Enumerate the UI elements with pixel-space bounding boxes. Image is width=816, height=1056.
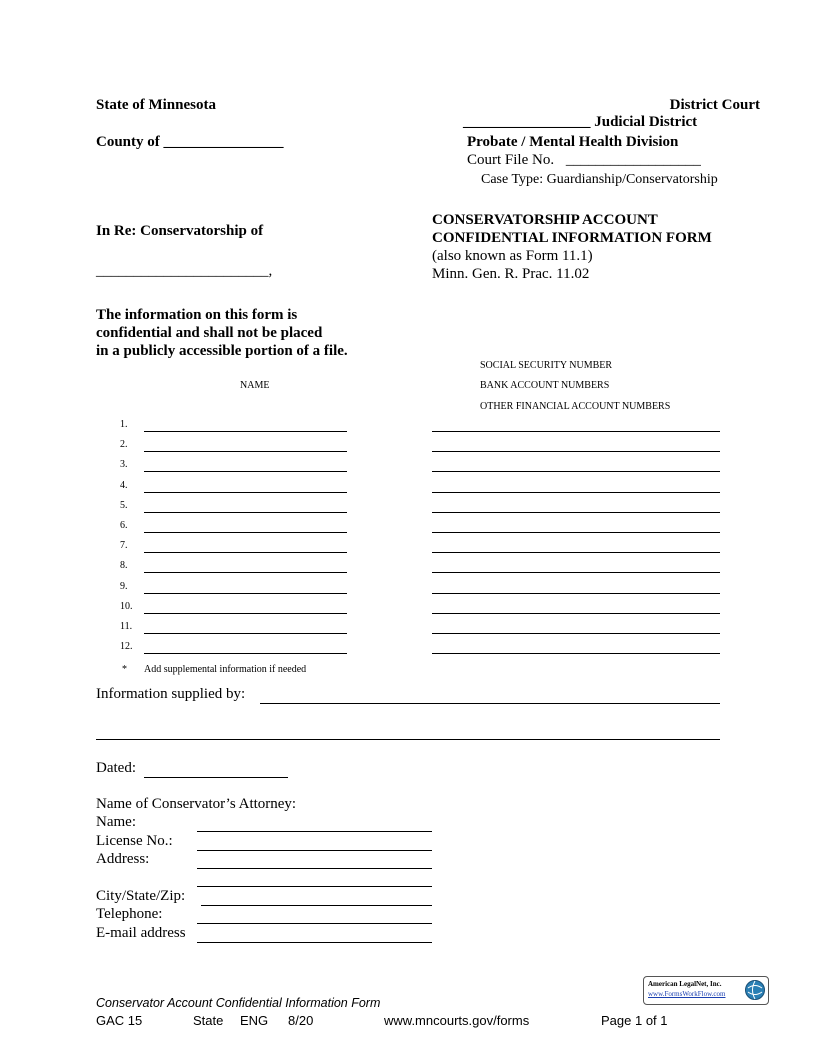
row-number: 11.: [120, 621, 133, 632]
row-number: 2.: [120, 439, 128, 451]
notice-line-2: confidential and shall not be placed: [96, 325, 323, 341]
row-number: 1.: [120, 419, 128, 430]
name-line[interactable]: [144, 492, 347, 493]
license-label: License No.:: [96, 833, 173, 849]
account-number-line[interactable]: [432, 653, 720, 654]
account-number-line[interactable]: [432, 431, 720, 432]
judicial-district-blank[interactable]: _________________: [463, 114, 591, 130]
legalnet-badge[interactable]: [643, 976, 769, 1005]
name-line[interactable]: [144, 633, 347, 634]
name-line[interactable]: [144, 431, 347, 432]
telephone-line[interactable]: [197, 923, 432, 924]
judicial-district: [463, 114, 697, 131]
account-number-line[interactable]: [432, 613, 720, 614]
bank-account-header: BANK ACCOUNT NUMBERS: [480, 380, 610, 391]
row-number: 9.: [120, 580, 128, 592]
account-number-line[interactable]: [432, 593, 720, 594]
dated-label: Dated:: [96, 760, 136, 776]
notice-line-3: in a publicly accessible portion of a file.: [96, 343, 348, 359]
row-number: 7.: [120, 540, 128, 552]
footer-lang: ENG: [240, 1013, 269, 1028]
footer-state: State: [193, 1013, 224, 1028]
row-number: 8.: [120, 560, 128, 572]
address-label: Address:: [96, 851, 150, 867]
state-label: State of Minnesota: [96, 97, 216, 113]
row-number: 3.: [120, 459, 128, 471]
telephone-label: Telephone:: [96, 906, 163, 922]
court-file-field: [467, 152, 701, 169]
other-account-header: OTHER FINANCIAL ACCOUNT NUMBERS: [480, 401, 671, 412]
form-title-2: CONFIDENTIAL INFORMATION FORM: [432, 230, 712, 246]
name-line[interactable]: [144, 471, 347, 472]
account-number-line[interactable]: [432, 471, 720, 472]
name-column-header: NAME: [240, 380, 270, 391]
badge-url[interactable]: www.FormsWorkFlow.com: [648, 990, 726, 998]
email-label: E-mail address: [96, 925, 186, 941]
county-field[interactable]: County of ________________: [96, 134, 284, 150]
footer-code: GAC 15: [96, 1013, 143, 1028]
footer-page: Page 1 of 1: [601, 1013, 668, 1028]
form-title-1: CONSERVATORSHIP ACCOUNT: [432, 212, 658, 228]
supplemental-marker: *: [122, 664, 127, 675]
license-line[interactable]: [197, 850, 432, 851]
dated-line[interactable]: [144, 777, 288, 778]
account-number-line[interactable]: [432, 552, 720, 553]
name-line[interactable]: [144, 593, 347, 594]
name-line[interactable]: [144, 512, 347, 513]
attorney-heading: Name of Conservator’s Attorney:: [96, 796, 297, 812]
account-number-line[interactable]: [432, 492, 720, 493]
account-number-line[interactable]: [432, 451, 720, 452]
ssn-header: SOCIAL SECURITY NUMBER: [480, 360, 613, 371]
row-number: 12.: [120, 641, 133, 653]
row-number: 6.: [120, 520, 128, 531]
footer-url[interactable]: www.mncourts.gov/forms: [384, 1013, 530, 1028]
name-line[interactable]: [144, 613, 347, 614]
account-number-line[interactable]: [432, 532, 720, 533]
row-number: 4.: [120, 479, 128, 491]
row-number: 5.: [120, 499, 128, 511]
info-supplied-label: Information supplied by:: [96, 686, 246, 702]
rule-citation: Minn. Gen. R. Prac. 11.02: [432, 266, 590, 282]
address-line-2[interactable]: [197, 886, 432, 887]
attorney-name-line[interactable]: [197, 831, 432, 832]
name-line[interactable]: [144, 653, 347, 654]
account-number-line[interactable]: [432, 572, 720, 573]
form-aka: (also known as Form 11.1): [432, 248, 593, 264]
judicial-district-label: Judicial District: [594, 114, 698, 130]
footer-date: 8/20: [288, 1013, 314, 1028]
globe-icon: [744, 979, 766, 1001]
email-line[interactable]: [197, 942, 432, 943]
court-file-label: Court File No.: [467, 152, 555, 168]
info-supplied-line[interactable]: [260, 703, 720, 704]
court-file-blank[interactable]: __________________: [565, 152, 701, 168]
name-line[interactable]: [144, 552, 347, 553]
supplemental-note: Add supplemental information if needed: [144, 664, 307, 675]
account-number-line[interactable]: [432, 633, 720, 634]
footer-form-name: Conservator Account Confidential Information Form: [96, 996, 381, 1010]
case-type: Case Type: Guardianship/Conservatorship: [481, 172, 718, 187]
badge-company: American LegalNet, Inc.: [648, 980, 722, 988]
address-line[interactable]: [197, 868, 432, 869]
city-label: City/State/Zip:: [96, 888, 186, 904]
name-line[interactable]: [144, 451, 347, 452]
city-line[interactable]: [201, 905, 432, 906]
respondent-name-blank[interactable]: _______________________,: [96, 263, 273, 279]
in-re-label: In Re: Conservatorship of: [96, 223, 264, 239]
division-label: Probate / Mental Health Division: [467, 134, 679, 150]
court-label: District Court: [669, 97, 760, 113]
row-number: 10.: [120, 600, 133, 612]
attorney-name-label: Name:: [96, 814, 136, 830]
name-line[interactable]: [144, 572, 347, 573]
account-number-line[interactable]: [432, 512, 720, 513]
info-supplied-line-2[interactable]: [96, 739, 720, 740]
notice-line-1: The information on this form is: [96, 307, 298, 323]
name-line[interactable]: [144, 532, 347, 533]
